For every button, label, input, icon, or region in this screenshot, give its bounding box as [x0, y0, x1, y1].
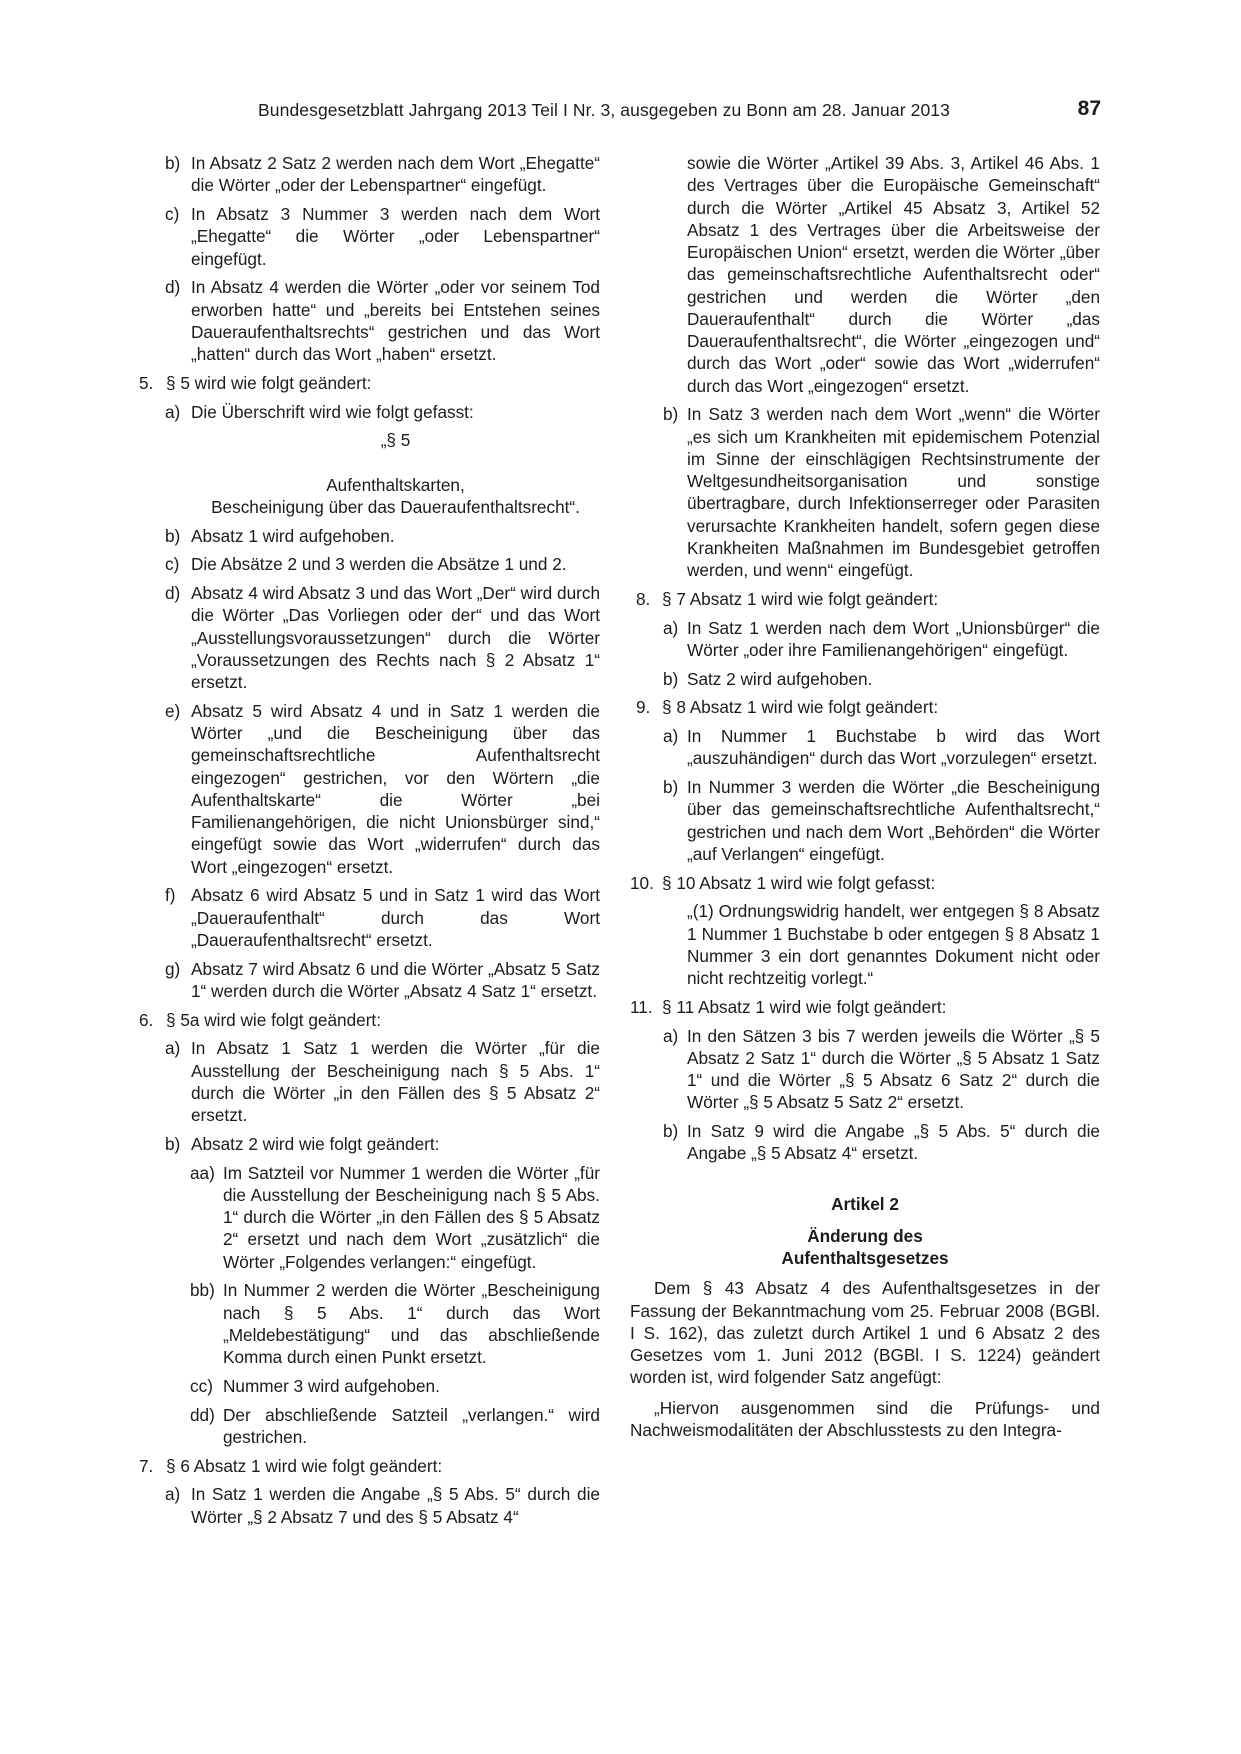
sub-list-item: aa) Im Satzteil vor Nummer 1 werden die Wörter „für die Ausstellung der Bescheinigung nach § 5 Abs. 1“ durch die Wörter „in den Fällen des § 5 Absatz 2“ ersetzt und nach dem Wort „zusätzlich“ die Wörter „Folgendes verlangen:“ eingefügt. — [190, 1162, 600, 1272]
amendment-text: Absatz 2 wird wie folgt geändert: — [191, 1133, 440, 1154]
amendment-text: § 11 Absatz 1 wird wie folgt geändert: — [662, 996, 947, 1017]
amendment-text: Die Überschrift wird wie folgt gefasst: — [191, 401, 474, 422]
list-item: b) Absatz 2 wird wie folgt geändert: — [139, 1133, 600, 1155]
amendment-text: In Absatz 3 Nummer 3 werden nach dem Wort „Ehegatte“ die Wörter „oder Lebenspartner“ eingefügt. — [191, 204, 600, 269]
amendment-text: In Satz 9 wird die Angabe „§ 5 Abs. 5“ durch die Angabe „§ 5 Absatz 4“ ersetzt. — [687, 1121, 1100, 1164]
amendment-text: Absatz 4 wird Absatz 3 und das Wort „Der“ wird durch die Wörter „Das Vorliegen oder der“ und das Wort „Ausstellungsvoraussetzungen“ durch die Wörter „Voraussetzungen des Rechts nach § 2 Absatz 1“ ersetzt. — [191, 583, 600, 692]
amendment-text: In Satz 1 werden die Angabe „§ 5 Abs. 5“ durch die Wörter „§ 2 Absatz 7 und des § 5 Absatz 4“ — [191, 1484, 600, 1527]
list-item: a) In den Sätzen 3 bis 7 werden jeweils die Wörter „§ 5 Absatz 2 Satz 1“ durch die Wörter „§ 5 Absatz 1 Satz 1“ und die Wörter „§ 5 Absatz 6 Satz 2“ durch die Wörter „§ 5 Absatz 5 Satz 2“ ersetzt. — [663, 1025, 1100, 1113]
list-item: d) In Absatz 4 werden die Wörter „oder vor seinem Tod erworben hatte“ und „bereits bei Entstehen seines Daueraufenthaltsrechts“ gestrichen und das Wort „hatten“ durch das Wort „haben“ ersetzt. — [165, 277, 600, 364]
list-item: b) In Absatz 2 Satz 2 werden nach dem Wort „Ehegatte“ die Wörter „oder der Lebenspartner“ eingefügt. — [165, 153, 600, 196]
quoted-heading: „§ 5 Aufenthaltskarten, Bescheinigung über das Daueraufenthaltsrecht“. — [211, 430, 580, 517]
left-column — [139, 152, 600, 1534]
numbered-item: 11. § 11 Absatz 1 wird wie folgt geändert: — [630, 996, 1100, 1018]
amendment-text: § 8 Absatz 1 wird wie folgt geändert: — [662, 697, 939, 718]
numbered-item: 6. § 5a wird wie folgt geändert: — [139, 1009, 600, 1031]
article-paragraph: „Hiervon ausgenommen sind die Prüfungs- und Nachweismodalitäten der Abschlusstests zu den Integra- — [630, 1397, 1100, 1440]
sub-list-item: cc) Nummer 3 wird aufgehoben. — [139, 1375, 600, 1397]
right-column — [630, 152, 1100, 1441]
article-title: Änderung des Aufenthaltsgesetzes — [781, 1225, 949, 1268]
list-item: a) In Nummer 1 Buchstabe b wird das Wort „auszuhändigen“ durch das Wort „vorzulegen“ ersetzt. — [663, 726, 1100, 769]
amendment-text: § 7 Absatz 1 wird wie folgt geändert: — [662, 588, 939, 609]
list-item: a) In Satz 1 werden die Angabe „§ 5 Abs. 5“ durch die Wörter „§ 2 Absatz 7 und des § 5 Absatz 4“ — [165, 1484, 600, 1527]
amendment-text: In den Sätzen 3 bis 7 werden jeweils die Wörter „§ 5 Absatz 2 Satz 1“ durch die Wörter „§ 5 Absatz 1 Satz 1“ und die Wörter „§ 5 Absatz 6 Satz 2“ durch die Wörter „§ 5 Absatz 5 Satz 2“ ersetzt. — [687, 1025, 1100, 1113]
amendment-text: In Absatz 1 Satz 1 werden die Wörter „für die Ausstellung der Bescheinigung nach § 5 Abs. 1“ durch die Wörter „in den Fällen des § 5 Absatz 2“ ersetzt. — [191, 1038, 600, 1125]
amendment-text: In Nummer 1 Buchstabe b wird das Wort „auszuhändigen“ durch das Wort „vorzulegen“ ersetzt. — [687, 726, 1100, 769]
amendment-text: Die Absätze 2 und 3 werden die Absätze 1 und 2. — [191, 554, 567, 575]
amendment-text: In Nummer 3 werden die Wörter „die Bescheinigung über das gemeinschaftsrechtliche Aufenthaltsrecht,“ gestrichen und nach dem Wort „Behörden“ die Wörter „auf Verlangen“ eingefügt. — [687, 777, 1100, 864]
amendment-text: § 5 wird wie folgt geändert: — [166, 372, 372, 393]
amendment-text: Nummer 3 wird aufgehoben. — [223, 1375, 440, 1396]
list-item: b) In Nummer 3 werden die Wörter „die Bescheinigung über das gemeinschaftsrechtliche Aufenthaltsrecht,“ gestrichen und nach dem Wort „Behörden“ die Wörter „auf Verlangen“ eingefügt. — [663, 777, 1100, 864]
amendment-text: Der abschließende Satzteil „verlangen.“ wird gestrichen. — [223, 1404, 600, 1447]
article-paragraph: Dem § 43 Absatz 4 des Aufenthaltsgesetzes in der Fassung der Bekanntmachung vom 25. Februar 2008 (BGBl. I S. 162), das zuletzt durch Artikel 1 und 6 Absatz 2 des Gesetzes vom 1. Juni 2012 (BGBl. I S. 1224) geändert worden ist, wird folgender Satz angefügt: — [630, 1278, 1100, 1388]
running-header — [258, 97, 1101, 126]
list-item: b) In Satz 9 wird die Angabe „§ 5 Abs. 5“ durch die Angabe „§ 5 Absatz 4“ ersetzt. — [663, 1121, 1100, 1164]
amendment-text: In Satz 1 werden nach dem Wort „Unionsbürger“ die Wörter „oder ihre Familienangehörigen“ eingefügt. — [687, 617, 1100, 660]
numbered-item: 7. § 6 Absatz 1 wird wie folgt geändert: — [139, 1455, 600, 1477]
list-item: a) In Satz 1 werden nach dem Wort „Unionsbürger“ die Wörter „oder ihre Familienangehörigen“ eingefügt. — [663, 617, 1100, 660]
list-item: c) Die Absätze 2 und 3 werden die Absätze 1 und 2. — [139, 553, 600, 575]
amendment-text: § 10 Absatz 1 wird wie folgt gefasst: — [662, 872, 936, 893]
amendment-text: Im Satzteil vor Nummer 1 werden die Wörter „für die Ausstellung der Bescheinigung nach § 5 Abs. 1“ durch die Wörter „in den Fällen des § 5 Absatz 2“ ersetzt und nach dem Wort „zusätzlich“ die Wörter „Folgendes verlangen:“ eingefügt. — [223, 1162, 600, 1272]
amendment-text: In Nummer 2 werden die Wörter „Bescheinigung nach § 5 Abs. 1“ durch das Wort „Meldebestätigung“ und das abschließende Komma durch einen Punkt ersetzt. — [223, 1280, 600, 1367]
amendment-text: § 5a wird wie folgt geändert: — [166, 1009, 381, 1030]
amendment-text: Absatz 1 wird aufgehoben. — [191, 525, 395, 546]
list-item: a) Die Überschrift wird wie folgt gefasst: — [139, 401, 600, 423]
amendment-text: Satz 2 wird aufgehoben. — [687, 668, 873, 689]
amendment-text: Absatz 6 wird Absatz 5 und in Satz 1 wird das Wort „Daueraufenthalt“ durch das Wort „Daueraufenthaltsrecht“ ersetzt. — [191, 885, 600, 950]
numbered-item: 9. § 8 Absatz 1 wird wie folgt geändert: — [630, 696, 1100, 718]
numbered-item: 10. § 10 Absatz 1 wird wie folgt gefasst: — [630, 872, 1100, 894]
list-item: f) Absatz 6 wird Absatz 5 und in Satz 1 wird das Wort „Daueraufenthalt“ durch das Wort „Daueraufenthaltsrecht“ ersetzt. — [165, 885, 600, 950]
amendment-text: Absatz 5 wird Absatz 4 und in Satz 1 werden die Wörter „und die Bescheinigung über das gemeinschaftsrechtliche Aufenthaltsrecht eingezogen“ gestrichen, vor den Wörtern „die Aufenthaltskarte“ die Wörter „bei Familienangehörigen, die nicht Unionsbürger sind,“ eingefügt sowie das Wort „widerrufen“ durch das Wort „eingezogen“ ersetzt. — [191, 700, 600, 877]
gazette-title: Bundesgesetzblatt Jahrgang 2013 Teil I Nr. 3, ausgegeben zu Bonn am 28. Januar 2013 — [258, 100, 950, 120]
quoted-provision: „(1) Ordnungswidrig handelt, wer entgegen § 8 Absatz 1 Nummer 1 Buchstabe b oder entgegen § 8 Absatz 1 Nummer 3 ein dort genanntes Dokument nicht oder nicht rechtzeitig vorlegt.“ — [687, 901, 1100, 988]
list-item: d) Absatz 4 wird Absatz 3 und das Wort „Der“ wird durch die Wörter „Das Vorliegen oder der“ und das Wort „Ausstellungsvoraussetzungen“ durch die Wörter „Voraussetzungen des Rechts nach § 2 Absatz 1“ ersetzt. — [165, 583, 600, 692]
page-number: 87 — [1077, 97, 1101, 120]
numbered-item: 8. § 7 Absatz 1 wird wie folgt geändert: — [630, 588, 1100, 610]
sub-list-item: dd) Der abschließende Satzteil „verlangen.“ wird gestrichen. — [190, 1404, 600, 1447]
list-item: c) In Absatz 3 Nummer 3 werden nach dem Wort „Ehegatte“ die Wörter „oder Lebenspartner“ eingefügt. — [165, 204, 600, 269]
amendment-text: In Satz 3 werden nach dem Wort „wenn“ die Wörter „es sich um Krankheiten mit epidemischem Potenzial im Sinne der einschlägigen Rechtsinstrumente der Weltgesundheitsorganisation und sonstige übertragbare, durch Infektionserreger oder Parasiten verursachte Krankheiten handelt, sofern gegen diese Krankheiten Maßnahmen im Bundesgebiet getroffen werden, und wenn“ eingefügt. — [687, 404, 1100, 580]
continued-text — [630, 152, 1100, 397]
list-item: a) In Absatz 1 Satz 1 werden die Wörter „für die Ausstellung der Bescheinigung nach § 5 Abs. 1“ durch die Wörter „in den Fällen des § 5 Absatz 2“ ersetzt. — [165, 1038, 600, 1125]
amendment-text: § 6 Absatz 1 wird wie folgt geändert: — [166, 1455, 443, 1476]
amendment-text: sowie die Wörter „Artikel 39 Abs. 3, Artikel 46 Abs. 1 des Vertrages über die Europäische Gemeinschaft“ durch die Wörter „Artikel 45 Absatz 3, Artikel 52 Absatz 1 des Vertrages über die Arbeitsweise der Europäischen Union“ ersetzt, werden die Wörter „über das gemeinschaftsrechtliche Aufenthaltsrecht oder“ gestrichen und werden die Wörter „den Daueraufenthalt“ durch die Wörter „das Daueraufenthaltsrecht“, die Wörter „eingezogen und“ durch das Wort „oder“ sowie das Wort „widerrufen“ durch das Wort „eingezogen“ ersetzt. — [687, 153, 1100, 396]
list-item: b) Absatz 1 wird aufgehoben. — [139, 525, 600, 547]
list-item: g) Absatz 7 wird Absatz 6 und die Wörter „Absatz 5 Satz 1“ werden durch die Wörter „Absatz 4 Satz 1“ ersetzt. — [165, 958, 600, 1001]
article-heading: Artikel 2 — [831, 1193, 899, 1214]
numbered-item: 5. § 5 wird wie folgt geändert: — [139, 372, 600, 394]
amendment-text: In Absatz 4 werden die Wörter „oder vor seinem Tod erworben hatte“ und „bereits bei Entstehen seines Daueraufenthaltsrechts“ gestrichen und das Wort „hatten“ durch das Wort „haben“ ersetzt. — [191, 277, 600, 364]
list-item: b) Satz 2 wird aufgehoben. — [630, 668, 1100, 690]
amendment-text: Absatz 7 wird Absatz 6 und die Wörter „Absatz 5 Satz 1“ werden durch die Wörter „Absatz 4 Satz 1“ ersetzt. — [191, 958, 600, 1001]
amendment-text: In Absatz 2 Satz 2 werden nach dem Wort „Ehegatte“ die Wörter „oder der Lebenspartner“ eingefügt. — [191, 153, 600, 196]
sub-list-item: bb) In Nummer 2 werden die Wörter „Bescheinigung nach § 5 Abs. 1“ durch das Wort „Meldebestätigung“ und das abschließende Komma durch einen Punkt ersetzt. — [190, 1280, 600, 1367]
list-item: e) Absatz 5 wird Absatz 4 und in Satz 1 werden die Wörter „und die Bescheinigung über das gemeinschaftsrechtliche Aufenthaltsrecht eingezogen“ gestrichen, vor den Wörtern „die Aufenthaltskarte“ die Wörter „bei Familienangehörigen, die nicht Unionsbürger sind,“ eingefügt sowie das Wort „widerrufen“ durch das Wort „eingezogen“ ersetzt. — [165, 700, 600, 877]
list-item: b) In Satz 3 werden nach dem Wort „wenn“ die Wörter „es sich um Krankheiten mit epidemischem Potenzial im Sinne der einschlägigen Rechtsinstrumente der Weltgesundheitsorganisation und sonstige übertragbare, durch Infektionserreger oder Parasiten verursachte Krankheiten handelt, sofern gegen diese Krankheiten Maßnahmen im Bundesgebiet getroffen werden, und wenn“ eingefügt. — [663, 404, 1100, 580]
